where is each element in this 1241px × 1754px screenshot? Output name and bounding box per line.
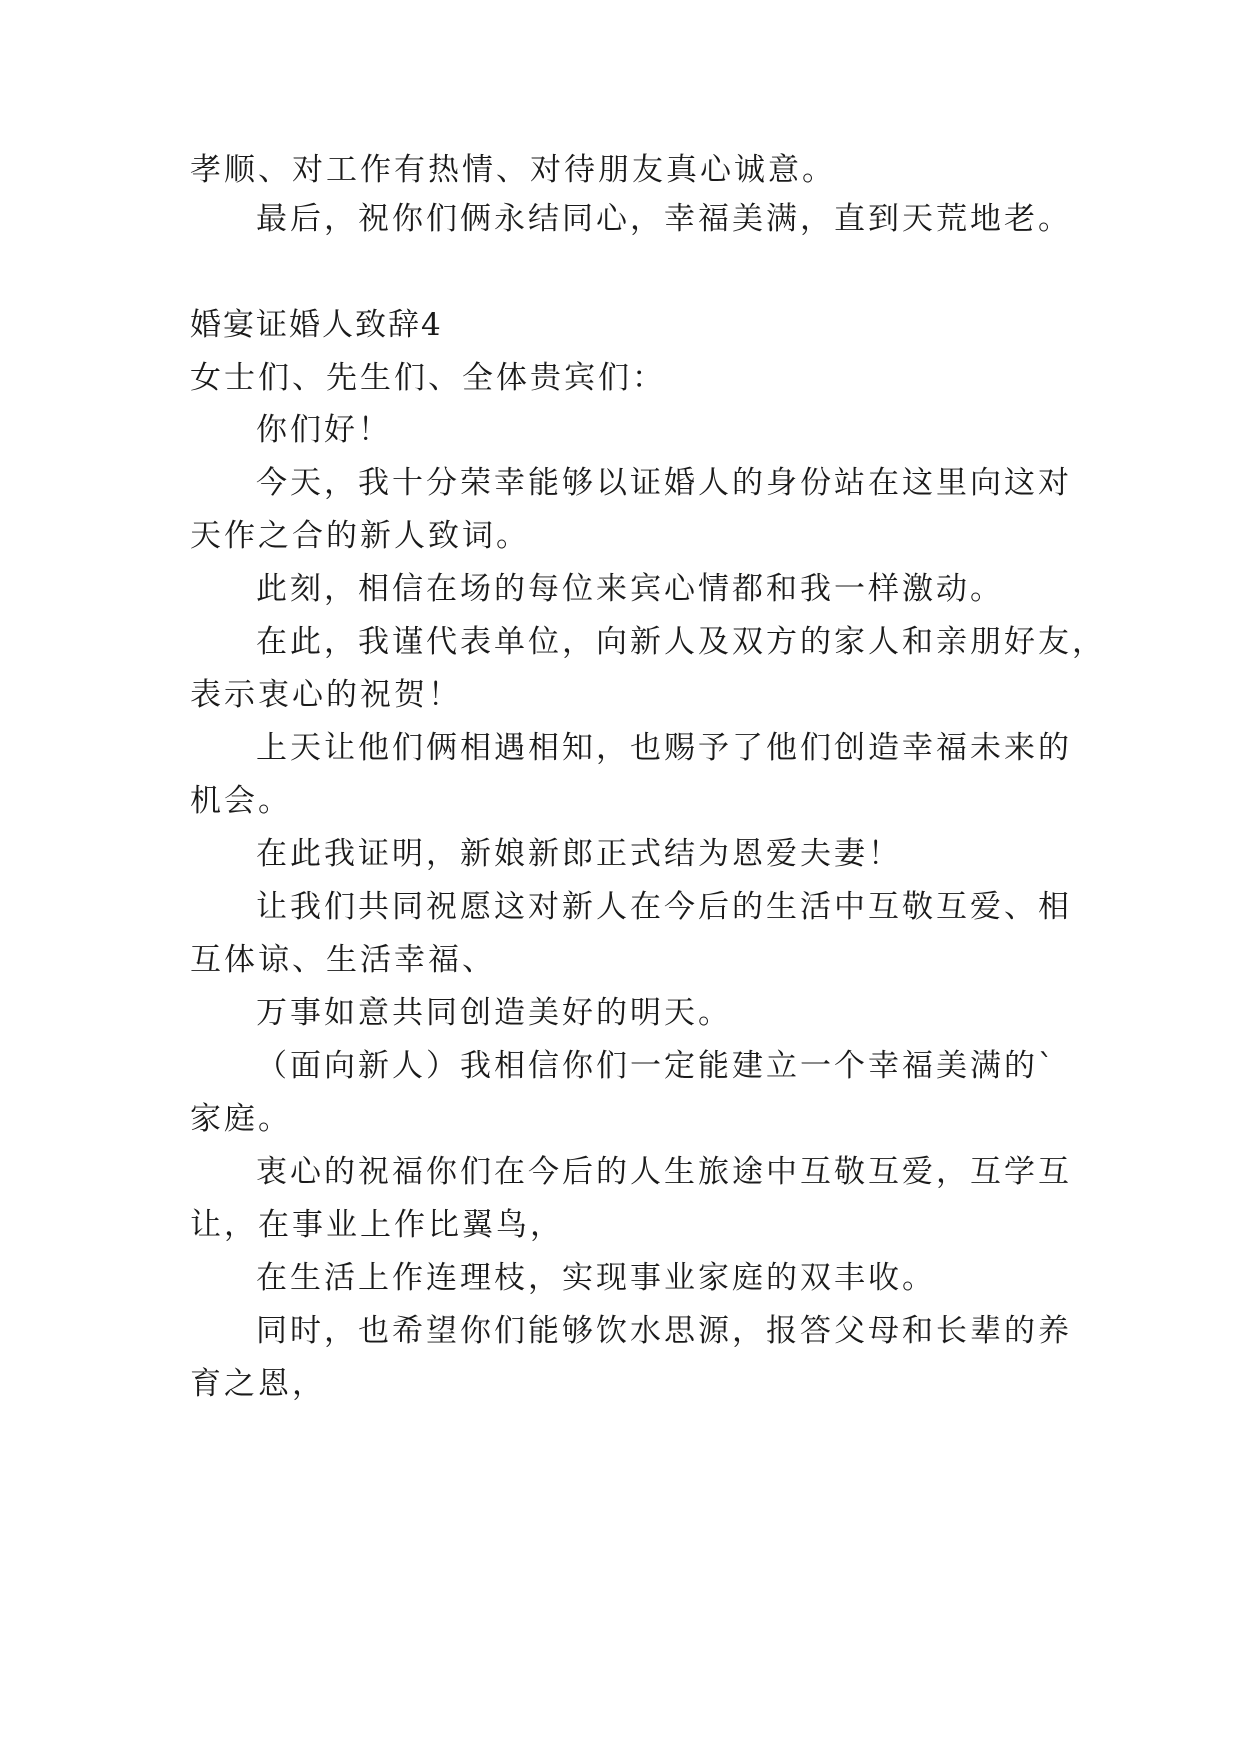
paragraph-line: 在此，我谨代表单位，向新人及双方的家人和亲朋好友，	[256, 624, 1106, 660]
paragraph-line: 最后，祝你们俩永结同心，幸福美满，直到天荒地老。	[256, 201, 1072, 237]
paragraph-line: 让，在事业上作比翼鸟，	[190, 1207, 564, 1243]
paragraph-line: 育之恩，	[190, 1366, 326, 1402]
paragraph-line: 在生活上作连理枝，实现事业家庭的双丰收。	[256, 1260, 936, 1296]
paragraph-line: 互体谅、生活幸福、	[190, 942, 496, 978]
paragraph-line: 在此我证明，新娘新郎正式结为恩爱夫妻！	[256, 836, 902, 872]
paragraph-line: 今天，我十分荣幸能够以证婚人的身份站在这里向这对	[256, 465, 1072, 501]
paragraph-line: 同时，也希望你们能够饮水思源，报答父母和长辈的养	[256, 1313, 1072, 1349]
paragraph-line: （面向新人）我相信你们一定能建立一个幸福美满的`	[256, 1048, 1057, 1084]
paragraph-line: 你们好！	[256, 412, 392, 448]
paragraph-line: 上天让他们俩相遇相知，也赐予了他们创造幸福未来的	[256, 730, 1072, 766]
paragraph-line: 家庭。	[190, 1101, 292, 1137]
salutation: 女士们、先生们、全体贵宾们：	[190, 360, 666, 396]
paragraph-line: 机会。	[190, 783, 292, 819]
paragraph-line: 表示衷心的祝贺！	[190, 677, 462, 713]
paragraph-line: 衷心的祝福你们在今后的人生旅途中互敬互爱，互学互	[256, 1154, 1072, 1190]
paragraph-line: 让我们共同祝愿这对新人在今后的生活中互敬互爱、相	[256, 889, 1072, 925]
section-heading: 婚宴证婚人致辞4	[190, 307, 443, 343]
paragraph-line: 天作之合的新人致词。	[190, 518, 530, 554]
paragraph-line: 此刻，相信在场的每位来宾心情都和我一样激动。	[256, 571, 1004, 607]
paragraph-line: 孝顺、对工作有热情、对待朋友真心诚意。	[190, 152, 836, 188]
paragraph-line: 万事如意共同创造美好的明天。	[256, 995, 732, 1031]
